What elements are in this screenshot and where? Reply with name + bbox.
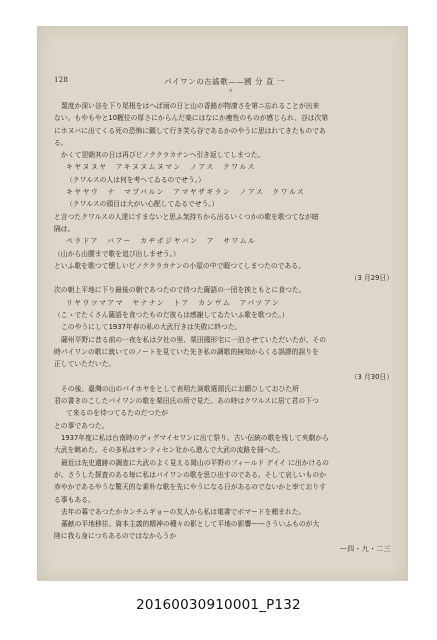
page-header bbox=[54, 76, 395, 94]
body-line: 去年の暮であつたかカンチムギョーの友人から私は電書でボマードを頼まれた。 bbox=[61, 507, 306, 516]
body-line: 薩州平野に昔る前の一夜を私は夕社の里、栗田國形宅に一泊させていただいたが、その bbox=[61, 335, 327, 344]
page-number: 128 bbox=[54, 76, 69, 84]
book-page bbox=[37, 26, 408, 581]
body-line: かくて翌朝其の日は再びピノククラカナンへ引き返してしまつた。 bbox=[61, 151, 265, 160]
body-line: といふ歌を歌つて懐しいピノククラカナンの小屋の中で暇つてしまつたのである。 bbox=[54, 261, 305, 270]
body-line: 蕃献の平地移住、資本主義的精神の種々の影として平地の影響——さういふものが大 bbox=[61, 520, 320, 529]
body-line: 隔は。 bbox=[54, 224, 75, 233]
verse-line: リヤウツマアマ ヤナナン トア カンヴム アパツアン bbox=[66, 298, 281, 307]
body-line: 君の書きのこしたパイワンの歌を栗田氏の所で見た。あの時はクワルスに居て君の下つ bbox=[54, 397, 319, 406]
body-line: 大武を眺めた。その多私はサンティセン社から進んで大武の流路を掃へた。 bbox=[54, 446, 285, 455]
body-line: にホヌバに出てくる死の恐怖に顫して行き笑ら谷であるかのやうに思はれてきたものであ bbox=[54, 126, 326, 135]
body-line: る事もある。 bbox=[54, 495, 95, 504]
date-note: （3 月30日） bbox=[350, 372, 393, 381]
body-line: 蔑度か深い谷を下り尾根をはへば雨の日と山の香路が物凄さを第ニ忘れることが出来 bbox=[61, 102, 320, 110]
body-line: その後、臺灣の山のパイホヤをとして表明た演歌選頭氏にお願ひしておひた所 bbox=[61, 384, 299, 393]
verse-translation: （山から山腰まで歌を追び出しませう。） bbox=[54, 249, 180, 258]
image-caption: 20160030910001_P132 bbox=[136, 597, 301, 613]
running-title: パイワンの古謠歌——國 分 直 一 bbox=[164, 77, 285, 86]
body-line: 赤やかであるやうな驚天的な素朴な歌を先にやうになる日があるのでないかと率ておりす bbox=[54, 483, 326, 492]
body-line: と言つたクワルスの人達にすまないと思ふ気持ちから出るいくつかの歌を歌つてなが暗 bbox=[54, 212, 319, 221]
body-line: 陸に我ら身につちあるのではなからうか bbox=[54, 532, 177, 541]
date-note: （3 月29日） bbox=[350, 274, 393, 283]
body-line: 最近は先史遺跡の調査に大武のよく見える岡山の平野のフィールド デイイ に出かけるの bbox=[61, 458, 329, 467]
body-line: ない。もやもやと10糎位の厚さにからんだ楽にはなにか痩性のものが感じられ、谷は次第 bbox=[54, 114, 329, 123]
body-line: る。 bbox=[54, 138, 68, 147]
closing-date: —四・九・二三 bbox=[339, 544, 391, 553]
body-line: 次の朝上平地に下り最後の朝であつたので待つた薩語の一団を挨ともとに食つた。 bbox=[54, 286, 306, 295]
page-body bbox=[54, 100, 397, 569]
verse-translation: （こゝでたくさん薩語を食つたものだ彼らは感謝してゐたいふ歌を歌つた。） bbox=[54, 311, 289, 320]
verse-line: キヤヌヌヤ アキヌヌムヌマン ノアス クワルス bbox=[66, 163, 256, 172]
body-line: との事であつた。 bbox=[54, 421, 109, 430]
verse-line: キヤヤウ ナ マプパルン アマヤザギラン ノアス クワルス bbox=[66, 188, 306, 197]
body-line: 時パイワンの歌に就いてのノートを見ていた先き私の調歌的無知からくる誤謬的誤りを bbox=[54, 347, 319, 356]
verse-translation: （クワルスの人は何を考へてゐるのでせう。） bbox=[66, 175, 205, 184]
body-line: て来るのを待つてるたのだつたが bbox=[66, 409, 168, 418]
body-line: が、さうした探査のある毎に私はパイワンの歌を思ひ出すのである。そして哀しいものか bbox=[54, 470, 326, 479]
body-line: このやうにして1937年春の私の大武行きは失敗に終つた。 bbox=[61, 323, 242, 332]
body-line: 正していただいた。 bbox=[54, 360, 116, 369]
body-line: 1937年度に私は台南時のディグマイセワンに出て祭り、古い伝統の歌を残して夾劇から bbox=[61, 434, 329, 443]
verse-line: ペラドア バアー カヂポジヤバン ア サワムル bbox=[66, 237, 257, 246]
page-mark: 4 bbox=[229, 88, 233, 94]
verse-translation: （クワルスの頭目は大がい心配してゐるでせう。） bbox=[66, 200, 219, 209]
